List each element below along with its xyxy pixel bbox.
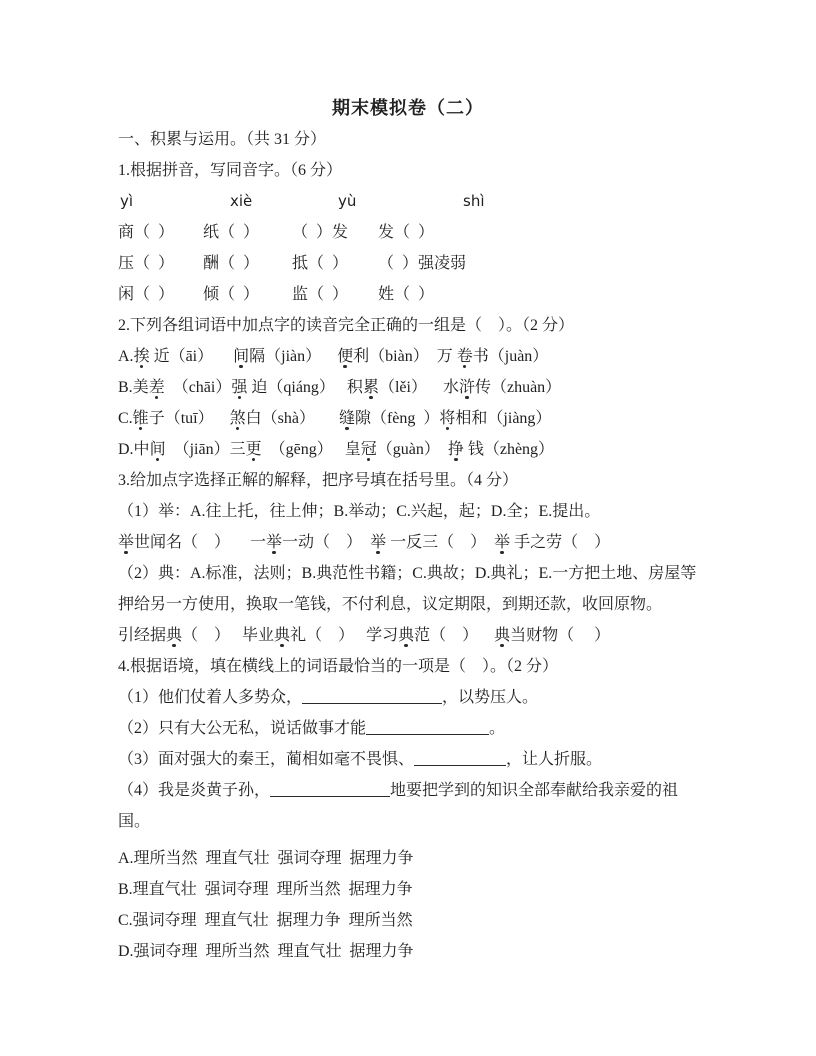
homophone-cell: 倾（ ） bbox=[203, 286, 260, 303]
emphasized-char: 累 bbox=[362, 379, 379, 396]
q3-part2-definitions-line1: （2）典：A.标准，法则；B.典范性书籍；C.典故；D.典礼；E.一方把土地、房屋等 bbox=[118, 565, 697, 582]
emphasized-char: 举 bbox=[494, 534, 511, 551]
homophone-cell: 商（ ） bbox=[118, 224, 175, 241]
pinyin-label: shì bbox=[463, 192, 485, 210]
emphasized-char: 间 bbox=[149, 441, 166, 458]
q3-prompt: 3.给加点字选择正解的解释，把序号填在括号里。（4 分） bbox=[118, 472, 519, 489]
emphasized-char: 浒 bbox=[458, 379, 475, 396]
q1-pinyin-row bbox=[118, 186, 724, 217]
emphasized-char: 挣 bbox=[447, 441, 464, 458]
q3-part1-phrases bbox=[118, 527, 724, 558]
q2-option-d bbox=[118, 434, 724, 465]
homophone-cell: 压（ ） bbox=[118, 255, 175, 272]
q4-item-2 bbox=[118, 713, 724, 744]
emphasized-char: 更 bbox=[245, 441, 262, 458]
emphasized-char: 卷 bbox=[456, 348, 473, 365]
q4-choice-a: A.理所当然 理直气壮 强词夺理 据理力争 bbox=[118, 850, 414, 867]
q3-part1-definitions: （1）举：A.往上托，往上伸；B.举动；C.兴起，起；D.全；E.提出。 bbox=[118, 503, 601, 520]
emphasized-char: 间 bbox=[233, 348, 250, 365]
text-segment: 钱（zhèng） bbox=[463, 441, 555, 458]
text-segment: 迫（qiáng） 积 bbox=[247, 379, 363, 396]
text-segment: 一动（ ） bbox=[282, 534, 371, 551]
emphasized-char: 锥 bbox=[132, 410, 149, 427]
emphasized-char: 缝 bbox=[338, 410, 355, 427]
text-segment: 手之劳（ ） bbox=[510, 534, 611, 551]
text-segment: （1）他们仗着人多势众， bbox=[118, 689, 303, 706]
q3-part2-phrases bbox=[118, 620, 724, 651]
pinyin-label: yù bbox=[338, 192, 357, 210]
emphasized-char: 将 bbox=[439, 410, 456, 427]
text-segment: C. bbox=[118, 410, 133, 427]
homophone-cell: 抵（ ） bbox=[292, 255, 349, 272]
homophone-cell: 发（ ） bbox=[378, 224, 435, 241]
text-segment: 礼（ ） 学习 bbox=[290, 627, 399, 644]
emphasized-char: 举 bbox=[118, 534, 135, 551]
text-segment: 世闻名（ ） 一 bbox=[134, 534, 267, 551]
q1-homophone-row-2 bbox=[118, 248, 724, 279]
q4-item-4 bbox=[118, 775, 724, 806]
q2-prompt: 2.下列各组词语中加点字的读音完全正确的一组是（ ）。（2 分） bbox=[118, 317, 575, 334]
text-segment: 引经据 bbox=[118, 627, 167, 644]
text-segment: （3）面对强大的秦王，蔺相如毫不畏惧、 bbox=[118, 751, 415, 768]
text-segment: （lěi） 水 bbox=[378, 379, 459, 396]
q3-part2-definitions-line2: 押给另一方使用，换取一笔钱，不付利息，议定期限，到期还款，收回原物。 bbox=[118, 596, 663, 613]
text-segment: （jiān）三 bbox=[165, 441, 246, 458]
text-segment: （guàn） bbox=[376, 441, 448, 458]
homophone-cell: 姓（ ） bbox=[378, 286, 435, 303]
text-segment: 当财物（ ） bbox=[510, 627, 611, 644]
emphasized-char: 便 bbox=[337, 348, 354, 365]
q1-homophone-row-3 bbox=[118, 279, 724, 310]
q1-prompt: 1.根据拼音，写同音字。（6 分） bbox=[118, 162, 343, 179]
text-segment: 白（shà） bbox=[245, 410, 339, 427]
fill-in-blank bbox=[270, 779, 390, 797]
text-segment: A. bbox=[118, 348, 134, 365]
emphasized-char: 冠 bbox=[360, 441, 377, 458]
emphasized-char: 挨 bbox=[133, 348, 150, 365]
emphasized-char: 差 bbox=[148, 379, 165, 396]
fill-in-blank bbox=[366, 717, 489, 735]
pinyin-label: yì bbox=[120, 192, 134, 210]
q2-option-b bbox=[118, 372, 724, 403]
q4-choice-c: C.强词夺理 理直气壮 据理力争 理所当然 bbox=[118, 912, 413, 929]
pinyin-label: xiè bbox=[230, 192, 253, 210]
text-segment: 近（āi） bbox=[149, 348, 234, 365]
text-segment: ，以势压人。 bbox=[442, 689, 539, 706]
emphasized-char: 典 bbox=[494, 627, 511, 644]
homophone-cell: 酬（ ） bbox=[203, 255, 260, 272]
text-segment: ，让人折服。 bbox=[506, 751, 603, 768]
homophone-cell: 纸（ ） bbox=[203, 224, 260, 241]
text-segment: D.中 bbox=[118, 441, 150, 458]
text-segment: （gēng） 皇 bbox=[261, 441, 361, 458]
homophone-cell: 监（ ） bbox=[292, 286, 349, 303]
q4-prompt: 4.根据语境，填在横线上的词语最恰当的一项是（ ）。（2 分） bbox=[118, 658, 559, 675]
emphasized-char: 强 bbox=[231, 379, 248, 396]
q4-item-4-continuation: 国。 bbox=[118, 813, 151, 830]
text-segment: （4）我是炎黄子孙， bbox=[118, 782, 271, 799]
text-segment: 隙（fèng ） bbox=[354, 410, 440, 427]
fill-in-blank bbox=[302, 686, 442, 704]
q4-item-3 bbox=[118, 744, 724, 775]
homophone-cell: 闲（ ） bbox=[118, 286, 175, 303]
q4-item-1 bbox=[118, 682, 724, 713]
text-segment: B.美 bbox=[118, 379, 149, 396]
text-segment: 相和（jiàng） bbox=[455, 410, 552, 427]
text-segment: 书（juàn） bbox=[472, 348, 549, 365]
text-segment: 传（zhuàn） bbox=[474, 379, 562, 396]
q4-choice-b: B.理直气壮 强词夺理 理所当然 据理力争 bbox=[118, 881, 413, 898]
emphasized-char: 举 bbox=[266, 534, 283, 551]
text-segment: 隔（jiàn） bbox=[249, 348, 338, 365]
text-segment: 范（ ） bbox=[414, 627, 495, 644]
q2-option-a bbox=[118, 341, 724, 372]
page-title: 期末模拟卷（二） bbox=[332, 98, 484, 118]
emphasized-char: 煞 bbox=[229, 410, 246, 427]
q1-homophone-row-1 bbox=[118, 217, 724, 248]
emphasized-char: 典 bbox=[398, 627, 415, 644]
text-segment: 地要把学到的知识全部奉献给我亲爱的祖 bbox=[390, 782, 679, 799]
q2-option-c bbox=[118, 403, 724, 434]
text-segment: 子（tuī） bbox=[148, 410, 230, 427]
text-segment: 一反三（ ） bbox=[386, 534, 495, 551]
emphasized-char: 典 bbox=[274, 627, 291, 644]
emphasized-char: 典 bbox=[166, 627, 183, 644]
q4-choice-d: D.强词夺理 理所当然 理直气壮 据理力争 bbox=[118, 943, 414, 960]
section-1-heading: 一、积累与运用。（共 31 分） bbox=[118, 131, 327, 148]
text-segment: （2）只有大公无私，说话做事才能 bbox=[118, 720, 367, 737]
emphasized-char: 举 bbox=[370, 534, 387, 551]
page-content bbox=[118, 124, 724, 967]
text-segment: （chāi） bbox=[164, 379, 232, 396]
text-segment: （ ） 毕业 bbox=[182, 627, 275, 644]
text-segment: 。 bbox=[489, 720, 506, 737]
homophone-cell: （ ）发 bbox=[292, 224, 349, 241]
fill-in-blank bbox=[414, 748, 506, 766]
text-segment: 利（biàn） 万 bbox=[353, 348, 457, 365]
homophone-cell: （ ）强凌弱 bbox=[378, 255, 467, 272]
